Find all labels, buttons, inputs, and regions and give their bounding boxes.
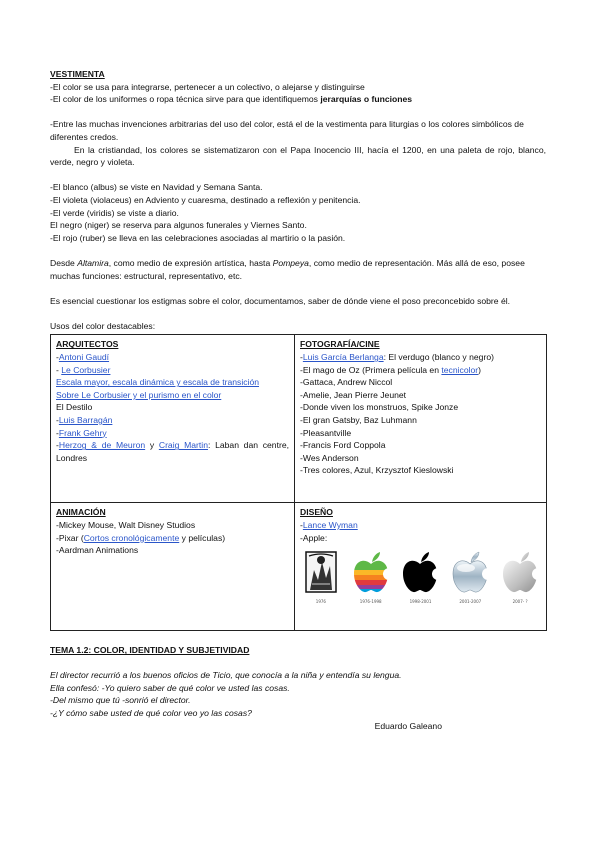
- list-item: -Antoni Gaudí: [56, 352, 110, 363]
- list-item: -Pixar (Cortos cronológicamente y películas): [56, 532, 226, 543]
- quote-line: Ella confesó: -Yo quiero saber de qué color ve usted las cosas.: [50, 682, 290, 693]
- list-item: -Tres colores, Azul, Krzysztof Kieslowski: [300, 465, 454, 476]
- apple-logo-silver: [499, 550, 541, 609]
- list-item: -Francis Ford Coppola: [300, 440, 386, 451]
- uses-table: [50, 334, 547, 631]
- list-item: -Gattaca, Andrew Niccol: [300, 377, 393, 388]
- apple-aqua-icon: [450, 550, 490, 594]
- list-item: -Frank Gehry: [56, 427, 107, 438]
- list-item: -El blanco (albus) se viste en Navidad y Semana Santa.: [50, 182, 263, 193]
- link-cortos[interactable]: Cortos cronológicamente: [83, 532, 180, 543]
- logo-year: 2001-2007: [459, 598, 482, 604]
- list-item: -Luis García Berlanga: El verdugo (blanco y negro): [300, 352, 494, 363]
- quote-line: -Del mismo que tú -sonrió el director.: [50, 695, 191, 706]
- quote-line: -¿Y cómo sabe usted de qué color veo yo las cosas?: [50, 708, 252, 719]
- apple-logo-rainbow: [350, 550, 392, 609]
- link-purismo[interactable]: Sobre Le Corbusier y el purismo en el color: [56, 389, 222, 400]
- link-lance-wyman[interactable]: Lance Wyman: [302, 520, 358, 531]
- cell-fotografia-cine: [295, 335, 547, 503]
- apple-silver-icon: [500, 550, 540, 594]
- text: , como medio de expresión artística, hasta: [108, 257, 273, 268]
- list-item: -El violeta (violaceus) en Adviento y cuaresma, destinado a reflexión y penitencia.: [50, 194, 361, 205]
- link-antoni-gaudi[interactable]: Antoni Gaudí: [58, 352, 110, 363]
- section-heading-vestimenta: VESTIMENTA: [50, 69, 105, 79]
- apple-black-icon: [400, 550, 440, 594]
- link-herzog[interactable]: Herzog & de Meuron: [58, 440, 146, 451]
- link-craig-martin[interactable]: Craig Martin: [158, 440, 208, 451]
- list-item: -Lance Wyman: [300, 520, 358, 531]
- paragraph: En la cristiandad, los colores se sistematizaron con el Papa Inocencio III, hacía el 1200, en una paleta de rojo, blanco, verde, negro y violeta.: [50, 144, 546, 168]
- list-item: El negro (niger) se reserva para algunos funerales y Viernes Santo.: [50, 220, 307, 231]
- text: , como medio de representación. Más allá de eso, posee muchas funciones: estructural, representativo, etc.: [50, 257, 525, 281]
- apple-logo-1976: [300, 550, 342, 609]
- link-le-corbusier[interactable]: Le Corbusier: [61, 364, 111, 375]
- cell-title: ANIMACIÓN: [56, 507, 106, 518]
- cell-arquitectos: [51, 335, 295, 503]
- logo-year: 1998-2001: [409, 598, 432, 604]
- list-item: El Destilo: [56, 402, 93, 413]
- list-item: [56, 376, 289, 389]
- list-item: -Mickey Mouse, Walt Disney Studios: [56, 520, 196, 531]
- apple-logo-evolution: [300, 550, 541, 608]
- cell-animacion: [51, 503, 295, 631]
- paragraph-line: [50, 93, 546, 106]
- logo-year: 2007- ?: [512, 598, 528, 604]
- section-heading-tema: TEMA 1.2: COLOR, IDENTIDAD Y SUBJETIVIDAD: [50, 645, 250, 656]
- bold-text: jerarquías o funciones: [320, 94, 413, 105]
- quote-line: El director recurrió a los buenos oficios de Ticio, que conocía a la niña y entendía su lengua.: [50, 670, 402, 681]
- table-caption: Usos del color destacables:: [50, 320, 156, 331]
- apple-rainbow-icon: [351, 550, 391, 594]
- cell-diseno: [295, 503, 547, 631]
- apple-logo-black: [400, 550, 442, 609]
- link-luis-barragan[interactable]: Luis Barragán: [58, 415, 113, 426]
- link-frank-gehry[interactable]: Frank Gehry: [58, 427, 107, 438]
- apple-logo-aqua: [449, 550, 491, 609]
- list-item: -El gran Gatsby, Baz Luhmann: [300, 415, 417, 426]
- list-item: -El mago de Oz (Primera película en tecnicolor): [300, 364, 482, 375]
- paragraph: -Entre las muchas invenciones arbitrarias del uso del color, está el de la vestimenta para liturgias o los colores simbólicos de diferentes credos.: [50, 119, 524, 142]
- text: -El color de los uniformes o ropa técnica sirve para que identifiquemos: [50, 94, 321, 105]
- list-item: -Wes Anderson: [300, 452, 359, 463]
- cell-title: DISEÑO: [300, 507, 333, 518]
- list-item: -Herzog & de Meuron y Craig Martin: Laban dan centre, Londres: [56, 440, 290, 463]
- list-item: -Luis Barragán: [56, 415, 113, 426]
- text: Desde: [50, 257, 78, 268]
- list-item: -El verde (viridis) se viste a diario.: [50, 207, 179, 218]
- link-tecnicolor[interactable]: tecnicolor: [441, 364, 479, 375]
- italic-text: Pompeya: [272, 257, 309, 268]
- cell-title: ARQUITECTOS: [56, 339, 119, 350]
- link-escala[interactable]: Escala mayor, escala dinámica y escala de transición: [56, 377, 260, 388]
- list-item: -Donde viven los monstruos, Spike Jonze: [300, 402, 459, 413]
- paragraph: [50, 257, 546, 282]
- list-item: - Le Corbusier: [56, 364, 111, 375]
- link-berlanga[interactable]: Luis García Berlanga: [302, 352, 384, 363]
- paragraph-line: -El color se usa para integrarse, pertenecer a un colectivo, o alejarse y distinguirse: [50, 81, 365, 92]
- list-item: [56, 389, 289, 402]
- logo-year: 1976-1998: [359, 598, 382, 604]
- list-item: -Aardman Animations: [56, 545, 139, 556]
- newton-engraving-icon: [304, 550, 338, 594]
- document-page: [50, 68, 546, 732]
- cell-title: FOTOGRAFÍA/CINE: [300, 339, 380, 350]
- list-item: -El rojo (ruber) se lleva en las celebraciones asociadas al martirio o la pasión.: [50, 232, 346, 243]
- list-item: -Pleasantville: [300, 427, 352, 438]
- paragraph: Es esencial cuestionar los estigmas sobre el color, documentamos, saber de dónde viene el poso preconcebido sobre él.: [50, 295, 511, 306]
- list-item: -Amelie, Jean Pierre Jeunet: [300, 389, 407, 400]
- quote-author: Eduardo Galeano: [374, 720, 442, 731]
- list-item: -Apple:: [300, 532, 328, 543]
- italic-text: Altamira: [77, 257, 109, 268]
- logo-year: 1976: [315, 598, 326, 604]
